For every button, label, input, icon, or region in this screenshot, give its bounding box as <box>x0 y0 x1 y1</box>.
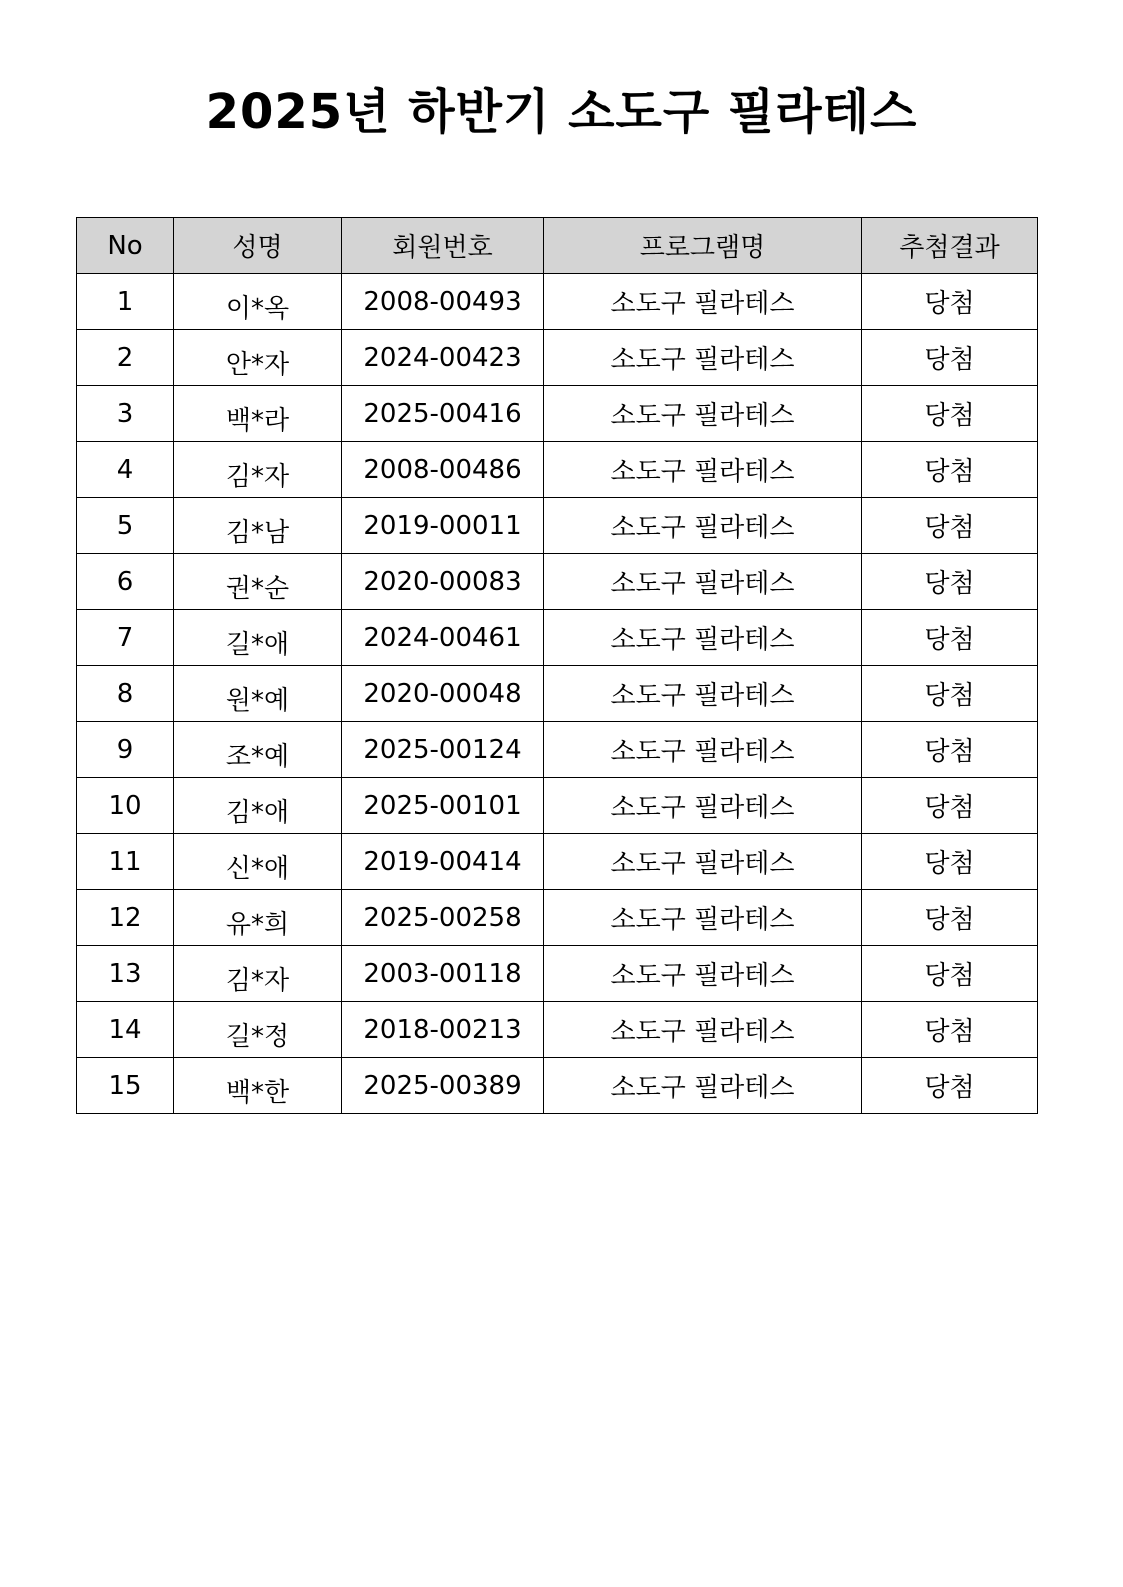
cell-name <box>174 386 342 442</box>
cell-no: 4 <box>77 442 174 498</box>
table-row <box>77 1058 1038 1114</box>
cell-program: 소도구 필라테스 <box>544 722 862 778</box>
cell-member-id: 2019-00414 <box>342 834 544 890</box>
cell-program: 소도구 필라테스 <box>544 274 862 330</box>
cell-name-text: 백*한 <box>225 1078 290 1108</box>
cell-member-id: 2018-00213 <box>342 1002 544 1058</box>
cell-name <box>174 442 342 498</box>
cell-name <box>174 274 342 330</box>
cell-member-id: 2019-00011 <box>342 498 544 554</box>
cell-result: 당첨 <box>862 330 1038 386</box>
table-row <box>77 610 1038 666</box>
table-row <box>77 330 1038 386</box>
cell-result: 당첨 <box>862 778 1038 834</box>
cell-no: 10 <box>77 778 174 834</box>
cell-no: 7 <box>77 610 174 666</box>
cell-program: 소도구 필라테스 <box>544 1002 862 1058</box>
table-row <box>77 722 1038 778</box>
cell-no: 11 <box>77 834 174 890</box>
cell-result: 당첨 <box>862 610 1038 666</box>
cell-member-id: 2008-00486 <box>342 442 544 498</box>
cell-no: 12 <box>77 890 174 946</box>
cell-name-text: 김*자 <box>225 462 290 492</box>
cell-result: 당첨 <box>862 722 1038 778</box>
cell-result: 당첨 <box>862 1058 1038 1114</box>
cell-name <box>174 778 342 834</box>
table-row <box>77 442 1038 498</box>
cell-member-id: 2025-00389 <box>342 1058 544 1114</box>
cell-program: 소도구 필라테스 <box>544 498 862 554</box>
table-body <box>77 274 1038 1114</box>
cell-no: 9 <box>77 722 174 778</box>
table-row <box>77 778 1038 834</box>
column-header-program: 프로그램명 <box>544 218 862 274</box>
cell-name-text: 이*옥 <box>225 294 290 324</box>
cell-member-id: 2024-00423 <box>342 330 544 386</box>
cell-name-text: 권*순 <box>225 574 290 604</box>
table-row <box>77 274 1038 330</box>
cell-program: 소도구 필라테스 <box>544 1058 862 1114</box>
cell-no: 6 <box>77 554 174 610</box>
cell-name <box>174 1002 342 1058</box>
cell-program: 소도구 필라테스 <box>544 554 862 610</box>
cell-name-text: 백*라 <box>225 406 290 436</box>
cell-result: 당첨 <box>862 554 1038 610</box>
cell-no: 13 <box>77 946 174 1002</box>
cell-member-id: 2025-00124 <box>342 722 544 778</box>
cell-result: 당첨 <box>862 498 1038 554</box>
cell-name-text: 안*자 <box>225 350 290 380</box>
cell-member-id: 2025-00258 <box>342 890 544 946</box>
cell-result: 당첨 <box>862 442 1038 498</box>
cell-program: 소도구 필라테스 <box>544 610 862 666</box>
column-header-member-id: 회원번호 <box>342 218 544 274</box>
cell-name-text: 유*희 <box>225 910 290 940</box>
cell-name <box>174 890 342 946</box>
cell-member-id: 2025-00416 <box>342 386 544 442</box>
cell-no: 1 <box>77 274 174 330</box>
column-header-no: No <box>77 218 174 274</box>
cell-name-text: 길*정 <box>225 1022 290 1052</box>
page-title: 2025년 하반기 소도구 필라테스 <box>205 84 918 140</box>
cell-name-text: 김*남 <box>225 518 290 548</box>
cell-member-id: 2020-00083 <box>342 554 544 610</box>
table-row <box>77 890 1038 946</box>
cell-name <box>174 498 342 554</box>
cell-no: 3 <box>77 386 174 442</box>
table-row <box>77 498 1038 554</box>
cell-no: 14 <box>77 1002 174 1058</box>
cell-name-text: 길*애 <box>225 630 290 660</box>
cell-program: 소도구 필라테스 <box>544 834 862 890</box>
table-row <box>77 386 1038 442</box>
cell-name <box>174 610 342 666</box>
cell-program: 소도구 필라테스 <box>544 666 862 722</box>
cell-no: 15 <box>77 1058 174 1114</box>
cell-name <box>174 666 342 722</box>
table-row <box>77 1002 1038 1058</box>
table-header-row <box>77 218 1038 274</box>
cell-name <box>174 722 342 778</box>
cell-result: 당첨 <box>862 890 1038 946</box>
cell-no: 8 <box>77 666 174 722</box>
table-row <box>77 946 1038 1002</box>
cell-member-id: 2008-00493 <box>342 274 544 330</box>
cell-result: 당첨 <box>862 946 1038 1002</box>
cell-name-text: 조*예 <box>225 742 290 772</box>
column-header-result: 추첨결과 <box>862 218 1038 274</box>
cell-name <box>174 1058 342 1114</box>
cell-member-id: 2020-00048 <box>342 666 544 722</box>
cell-result: 당첨 <box>862 1002 1038 1058</box>
cell-member-id: 2025-00101 <box>342 778 544 834</box>
cell-name <box>174 330 342 386</box>
cell-member-id: 2003-00118 <box>342 946 544 1002</box>
cell-name-text: 원*예 <box>225 686 290 716</box>
cell-no: 5 <box>77 498 174 554</box>
cell-result: 당첨 <box>862 834 1038 890</box>
lottery-result-table <box>76 217 1038 1114</box>
table-row <box>77 666 1038 722</box>
cell-result: 당첨 <box>862 274 1038 330</box>
cell-name-text: 김*자 <box>225 966 290 996</box>
cell-name-text: 신*애 <box>225 854 290 884</box>
cell-program: 소도구 필라테스 <box>544 890 862 946</box>
cell-program: 소도구 필라테스 <box>544 330 862 386</box>
column-header-name: 성명 <box>174 218 342 274</box>
table-row <box>77 554 1038 610</box>
cell-name <box>174 946 342 1002</box>
cell-result: 당첨 <box>862 666 1038 722</box>
cell-name <box>174 554 342 610</box>
cell-result: 당첨 <box>862 386 1038 442</box>
cell-program: 소도구 필라테스 <box>544 442 862 498</box>
cell-no: 2 <box>77 330 174 386</box>
cell-name <box>174 834 342 890</box>
cell-name-text: 김*애 <box>225 798 290 828</box>
cell-program: 소도구 필라테스 <box>544 778 862 834</box>
cell-program: 소도구 필라테스 <box>544 946 862 1002</box>
table-row <box>77 834 1038 890</box>
cell-program: 소도구 필라테스 <box>544 386 862 442</box>
cell-member-id: 2024-00461 <box>342 610 544 666</box>
